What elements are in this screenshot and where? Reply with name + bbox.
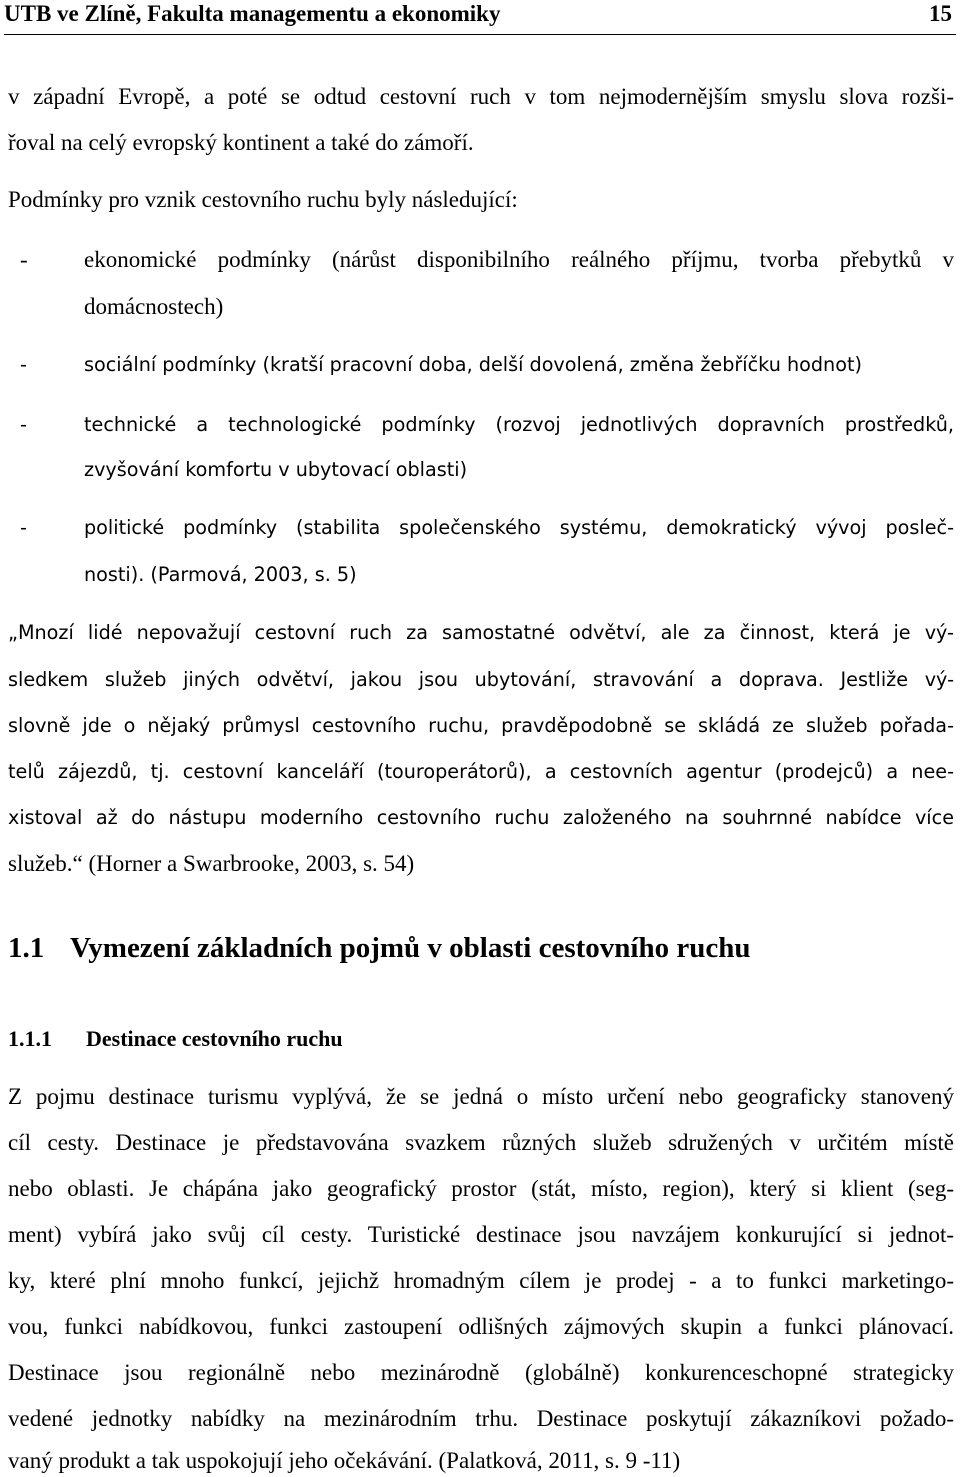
body-line-8: vedené jednotky nabídky na mezinárodním trhu. Destinace poskytují zákazníkovi požado-: [8, 1406, 954, 1431]
body-line-7: Destinace jsou regionálně nebo mezinárodně (globálně) konkurenceschopné strategicky: [8, 1360, 954, 1385]
subsection-title: Destinace cestovního ruchu: [86, 1026, 343, 1051]
bullet-1-line-2: domácnostech): [84, 294, 224, 319]
bullet-dash: -: [20, 516, 27, 539]
bullet-1-line-1: ekonomické podmínky (nárůst disponibilního reálného příjmu, tvorba přebytků v: [84, 247, 954, 272]
header-title: UTB ve Zlíně, Fakulta managementu a ekonomiky: [4, 1, 501, 26]
quote-line-1: „Mnozí lidé nepovažují cestovní ruch za samostatné odvětví, ale za činnost, která je vý-: [8, 621, 954, 644]
section-number: 1.1: [8, 932, 45, 964]
subsection-number: 1.1.1: [8, 1026, 52, 1051]
body-line-3: nebo oblasti. Je chápána jako geografický prostor (stát, místo, region), který si klient (seg-: [8, 1176, 954, 1201]
quote-line-6: služeb.“ (Horner a Swarbrooke, 2003, s. 54): [8, 851, 415, 876]
body-line-2: cíl cesty. Destinace je představována svazkem různých služeb sdružených v určitém místě: [8, 1130, 954, 1155]
body-line-6: vou, funkci nabídkovou, funkci zastoupení odlišných zájmových skupin a funkci plánovací.: [8, 1314, 954, 1339]
intro-line-1: v západní Evropě, a poté se odtud cestovní ruch v tom nejmodernějším smyslu slova rozši-: [8, 84, 954, 109]
body-line-9: vaný produkt a tak uspokojují jeho očekávání. (Palatková, 2011, s. 9 -11): [8, 1448, 681, 1473]
conditions-intro: Podmínky pro vznik cestovního ruchu byly následující:: [8, 187, 518, 212]
section-title: Vymezení základních pojmů v oblasti cestovního ruchu: [70, 932, 751, 964]
bullet-3-line-1: technické a technologické podmínky (rozvoj jednotlivých dopravních prostředků,: [84, 413, 954, 436]
bullet-2-line-1: sociální podmínky (kratší pracovní doba, delší dovolená, změna žebříčku hodnot): [84, 353, 862, 376]
bullet-4-line-2: nosti). (Parmová, 2003, s. 5): [84, 563, 357, 586]
quote-line-5: xistoval až do nástupu moderního cestovního ruchu založeného na souhrnné nabídce více: [8, 806, 954, 829]
body-line-4: ment) vybírá jako svůj cíl cesty. Turistické destinace jsou navzájem konkurující si jednot-: [8, 1222, 954, 1247]
quote-line-2: sledkem služeb jiných odvětví, jakou jsou ubytování, stravování a doprava. Jestliže vý-: [8, 668, 954, 691]
page-header: [4, 0, 956, 35]
bullet-4-line-1: politické podmínky (stabilita společenského systému, demokratický vývoj posleč-: [84, 516, 954, 539]
page-number: 15: [929, 1, 952, 26]
bullet-3-line-2: zvyšování komfortu v ubytovací oblasti): [84, 458, 468, 481]
quote-line-3: slovně jde o nějaký průmysl cestovního ruchu, pravděpodobně se skládá ze služeb pořada-: [8, 714, 954, 737]
body-line-1: Z pojmu destinace turismu vyplývá, že se jedná o místo určení nebo geograficky stanovený: [8, 1084, 954, 1109]
intro-line-2: řoval na celý evropský kontinent a také do zámoří.: [8, 130, 474, 155]
quote-line-4: telů zájezdů, tj. cestovní kanceláří (touroperátorů), a cestovních agentur (prodejců) a nee-: [8, 760, 954, 783]
bullet-dash: -: [20, 247, 28, 272]
bullet-dash: -: [20, 413, 27, 436]
body-line-5: ky, které plní mnoho funkcí, jejichž hromadným cílem je prodej - a to funkci marketingo-: [8, 1268, 954, 1293]
bullet-dash: -: [20, 353, 27, 376]
